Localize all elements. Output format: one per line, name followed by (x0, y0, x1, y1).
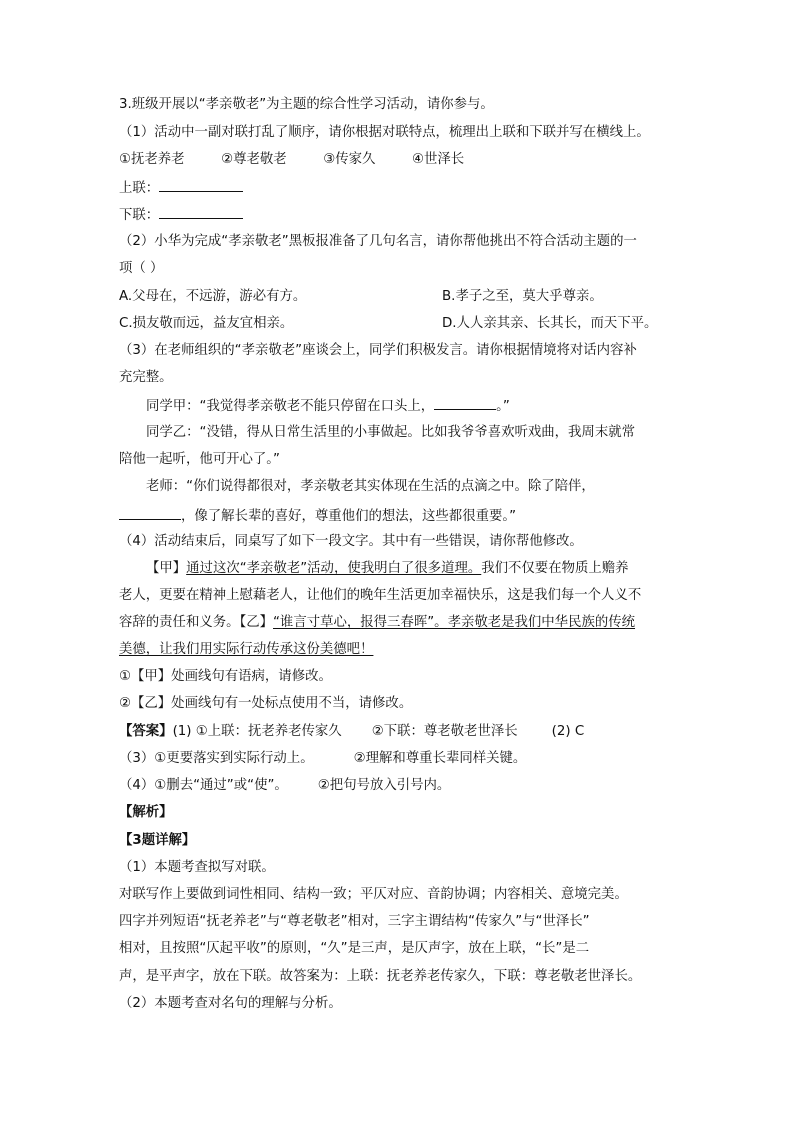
part4-prompt: （4）活动结束后，同桌写了如下一段文字。其中有一些错误，请你帮他修改。 (119, 534, 583, 549)
underlined-sentence-jia: 通过这次“孝亲敬老”活动，使我明白了很多道理。 (186, 561, 482, 576)
question-title: 3.班级开展以“孝亲敬老”为主题的综合性学习活动，请你参与。 (119, 97, 494, 112)
analysis-label: 【解析】 (119, 805, 173, 820)
choice-a: A.父母在，不远游，游必有方。 (119, 289, 307, 304)
choice-d: D.人人亲其亲、长其长，而天下平。 (442, 316, 658, 331)
student-b-line2: 陪他一起听，他可开心了。” (119, 452, 280, 467)
analysis-line6: （2）本题考查对名句的理解与分析。 (119, 996, 342, 1011)
part2-prompt-line2: 项（ ） (119, 261, 164, 276)
part2-prompt-line1: （2）小华为完成“孝亲敬老”黑板报准备了几句名言，请你帮他挑出不符合活动主题的一 (119, 234, 637, 249)
option-4: ④世泽长 (411, 152, 465, 167)
upper-blank[interactable] (159, 178, 243, 192)
answer-line2: （3）①更要落实到实际行动上。 ②理解和尊重长辈同样关键。 (119, 751, 527, 766)
part4-sub1: ①【甲】处画线句有语病，请修改。 (119, 669, 332, 684)
analysis-line3: 四字并列短语“抚老养老”与“尊老敬老”相对，三字主谓结构“传家久”与“世泽长” (119, 914, 590, 929)
part3-prompt-line2: 充完整。 (119, 370, 173, 385)
upper-label: 上联： (119, 181, 160, 196)
part4-sub2: ②【乙】处画线句有一处标点使用不当，请修改。 (119, 696, 413, 711)
part3-prompt-line1: （3）在老师组织的“孝亲敬老”座谈会上，同学们积极发言。请你根据情境将对话内容补 (119, 343, 637, 358)
analysis-line4: 相对，且按照“仄起平收”的原则，“久”是三声，是仄声字，放在上联，“长”是二 (119, 941, 590, 956)
student-a-blank[interactable] (434, 396, 496, 410)
analysis-line2: 对联写作上要做到词性相同、结构一致；平仄对应、音韵协调；内容相关、意境完美。 (119, 887, 628, 902)
paragraph-line2: 老人，更要在精神上慰藉老人，让他们的晚年生活更加幸福快乐，这是我们每一个人义不 (119, 588, 642, 603)
option-2: ②尊老敬老 (221, 152, 287, 167)
choice-b: B.孝子之至，莫大乎尊亲。 (442, 289, 603, 304)
lower-couplet-line (119, 205, 243, 225)
student-b-line1: 同学乙：“没错，得从日常生活里的小事做起。比如我爷爷喜欢听戏曲，我周末就常 (146, 425, 635, 440)
teacher-blank[interactable] (119, 506, 181, 520)
student-a-line: 同学甲：“我觉得孝亲敬老不能只停留在口头上， 。” (146, 396, 510, 416)
upper-couplet-line (119, 178, 243, 198)
answer-line1: 【答案】(1) ①上联：抚老养老传家久 ②下联：尊老敬老世泽长 (2) C (119, 724, 585, 739)
option-1: ①抚老养老 (119, 152, 185, 167)
answer-label: 【答案】 (119, 724, 173, 739)
paragraph-line4: 美德，让我们用实际行动传承这份美德吧！ (119, 642, 374, 657)
part1-options (119, 151, 464, 169)
choice-c: C.损友敬而远，益友宜相亲。 (119, 316, 294, 331)
answer-line3: （4）①删去“通过”或“使”。 ②把句号放入引号内。 (119, 778, 451, 793)
tag-yi: 【乙】 (239, 615, 273, 630)
detail-label: 【3题详解】 (119, 833, 196, 848)
underlined-sentence-yi: “谁言寸草心，报得三春晖”。 (273, 615, 448, 630)
tag-jia: 【甲】 (146, 561, 187, 576)
paragraph-line3: 容辞的责任和义务。【乙】“谁言寸草心，报得三春晖”。孝亲敬老是我们中华民族的传统 (119, 615, 636, 630)
teacher-line2: ，像了解长辈的喜好，尊重他们的想法，这些都很重要。” (119, 506, 516, 526)
teacher-line1: 老师：“你们说得都很对，孝亲敬老其实体现在生活的点滴之中。除了陪伴， (146, 479, 595, 494)
lower-blank[interactable] (159, 205, 243, 219)
paragraph-line1: 【甲】通过这次“孝亲敬老”活动，使我明白了很多道理。我们不仅要在物质上赡养 (146, 561, 629, 576)
analysis-line1: （1）本题考查拟写对联。 (119, 860, 275, 875)
option-3: ③传家久 (323, 152, 376, 167)
analysis-line5: 声，是平声字，放在下联。故答案为：上联：抚老养老传家久，下联：尊老敬老世泽长。 (119, 969, 642, 984)
part1-prompt: （1）活动中一副对联打乱了顺序，请你根据对联特点，梳理出上联和下联并写在横线上。 (119, 125, 650, 140)
lower-label: 下联： (119, 208, 160, 223)
